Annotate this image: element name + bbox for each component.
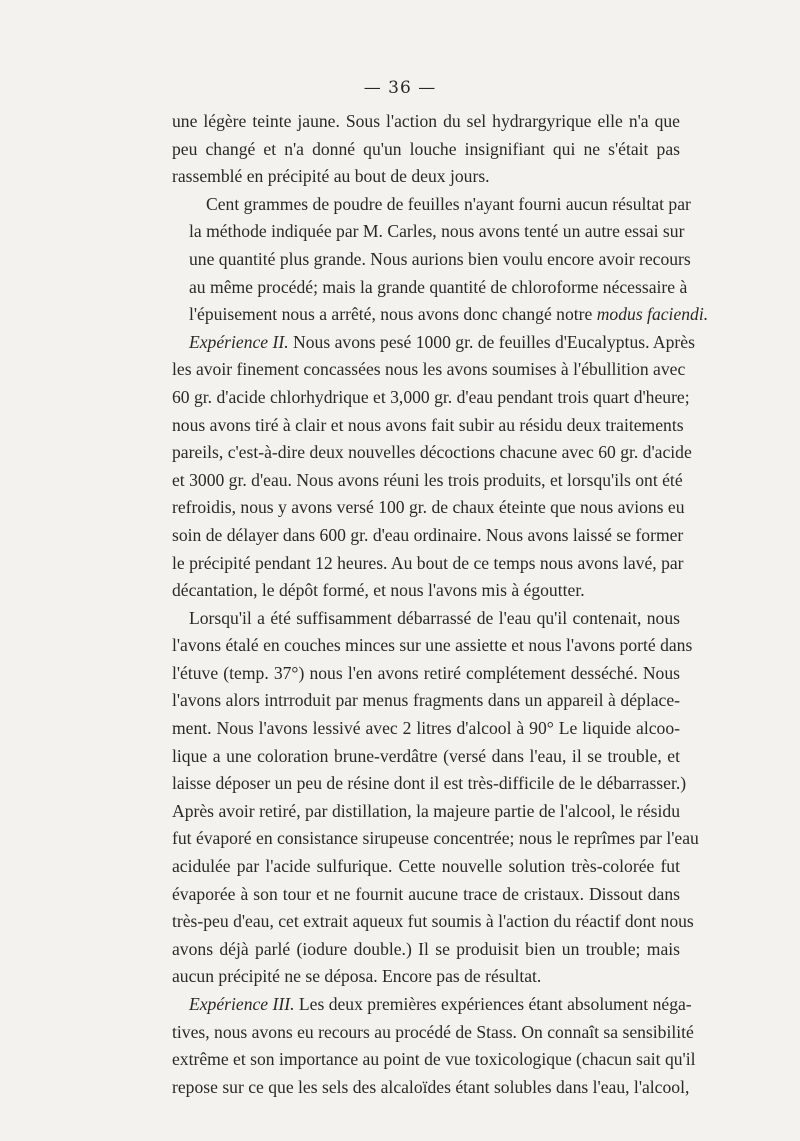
text-line: pareils, c'est-à-dire deux nouvelles décoctions chacune avec 60 gr. d'acide — [172, 442, 692, 463]
text-line-with-italic — [172, 329, 695, 357]
body-text — [172, 108, 709, 1101]
text-line: le précipité pendant 12 heures. Au bout de ce temps nous avons lavé, par — [172, 552, 684, 573]
text-line: décantation, le dépôt formé, et nous l'avons mis à égoutter. — [172, 580, 585, 601]
text-line: aucun précipité ne se déposa. Encore pas de résultat. — [172, 966, 542, 987]
paragraph-3 — [172, 329, 695, 605]
text-fragment: Les deux premières expériences étant absolument néga- — [294, 994, 692, 1014]
text-line: peu changé et n'a donné qu'un louche insignifiant qui ne s'était pas — [172, 138, 680, 159]
text-fragment: l'épuisement nous a arrêté, nous avons donc changé notre — [189, 304, 593, 325]
text-line: l'avons alors intrroduit par menus fragments dans un appareil à déplace- — [172, 690, 680, 711]
page-number: — 36 — — [363, 78, 437, 98]
text-line: ment. Nous l'avons lessivé avec 2 litres d'alcool à 90° Le liquide alcoo- — [172, 718, 680, 739]
text-line-with-italic — [172, 301, 709, 329]
text-line: au même procédé; mais la grande quantité de chloroforme nécessaire à — [189, 276, 688, 297]
text-line: Cent grammes de poudre de feuilles n'ayant fourni aucun résultat par — [206, 193, 691, 214]
text-line: très-peu d'eau, cet extrait aqueux fut soumis à l'action du réactif dont nous — [172, 911, 694, 932]
text-line: fut évaporé en consistance sirupeuse concentrée; nous le reprîmes par l'eau — [172, 828, 699, 849]
text-line: et 3000 gr. d'eau. Nous avons réuni les trois produits, et lorsqu'ils ont été — [172, 469, 683, 490]
experiment-heading: Expérience III. — [189, 994, 295, 1014]
paragraph-2 — [172, 191, 709, 329]
text-fragment: Nous avons pesé 1000 gr. de feuilles d'Eucalyptus. Après — [288, 331, 695, 352]
italic-phrase: modus faciendi. — [596, 304, 709, 325]
text-line: avons déjà parlé (iodure double.) Il se produisit bien un trouble; mais — [172, 938, 680, 959]
paragraph-4 — [172, 605, 699, 991]
text-line: l'avons étalé en couches minces sur une assiette et nous l'avons porté dans — [172, 635, 693, 656]
text-line: refroidis, nous y avons versé 100 gr. de chaux éteinte que nous avions eu — [172, 497, 685, 518]
text-line: lique a une coloration brune-verdâtre (versé dans l'eau, il se trouble, et — [172, 745, 680, 766]
paragraph-5 — [172, 991, 696, 1101]
text-line: rassemblé en précipité au bout de deux jours. — [172, 166, 490, 187]
text-line: 60 gr. d'acide chlorhydrique et 3,000 gr. d'eau pendant trois quart d'heure; — [172, 386, 690, 407]
text-line: extrême et son importance au point de vue toxicologique (chacun sait qu'il — [172, 1049, 696, 1070]
paragraph-1 — [172, 108, 680, 191]
text-line: une quantité plus grande. Nous aurions bien voulu encore avoir recours — [189, 248, 691, 269]
text-line: une légère teinte jaune. Sous l'action du sel hydrargyrique elle n'a que — [172, 111, 680, 131]
text-line: évaporée à son tour et ne fournit aucune trace de cristaux. Dissout dans — [172, 883, 680, 904]
text-line: les avoir finement concassées nous les avons soumises à l'ébullition avec — [172, 359, 686, 380]
text-line: laisse déposer un peu de résine dont il est très-difficile de le débarrasser.) — [172, 773, 687, 794]
text-line: tives, nous avons eu recours au procédé de Stass. On connaît sa sensibilité — [172, 1021, 694, 1042]
text-line: la méthode indiquée par M. Carles, nous avons tenté un autre essai sur — [189, 221, 685, 242]
text-line: repose sur ce que les sels des alcaloïdes étant solubles dans l'eau, l'alcool, — [172, 1076, 690, 1097]
text-line-with-italic — [172, 991, 692, 1019]
text-line: l'étuve (temp. 37°) nous l'en avons retiré complétement desséché. Nous — [172, 662, 680, 683]
text-line: Après avoir retiré, par distillation, la majeure partie de l'alcool, le résidu — [172, 800, 680, 821]
text-line: acidulée par l'acide sulfurique. Cette nouvelle solution très-colorée fut — [172, 856, 680, 877]
experiment-heading: Expérience II. — [189, 331, 289, 352]
text-line: Lorsqu'il a été suffisamment débarrassé de l'eau qu'il contenait, nous — [189, 607, 680, 628]
text-line: nous avons tiré à clair et nous avons fait subir au résidu deux traitements — [172, 414, 684, 435]
text-line: soin de délayer dans 600 gr. d'eau ordinaire. Nous avons laissé se former — [172, 524, 684, 545]
